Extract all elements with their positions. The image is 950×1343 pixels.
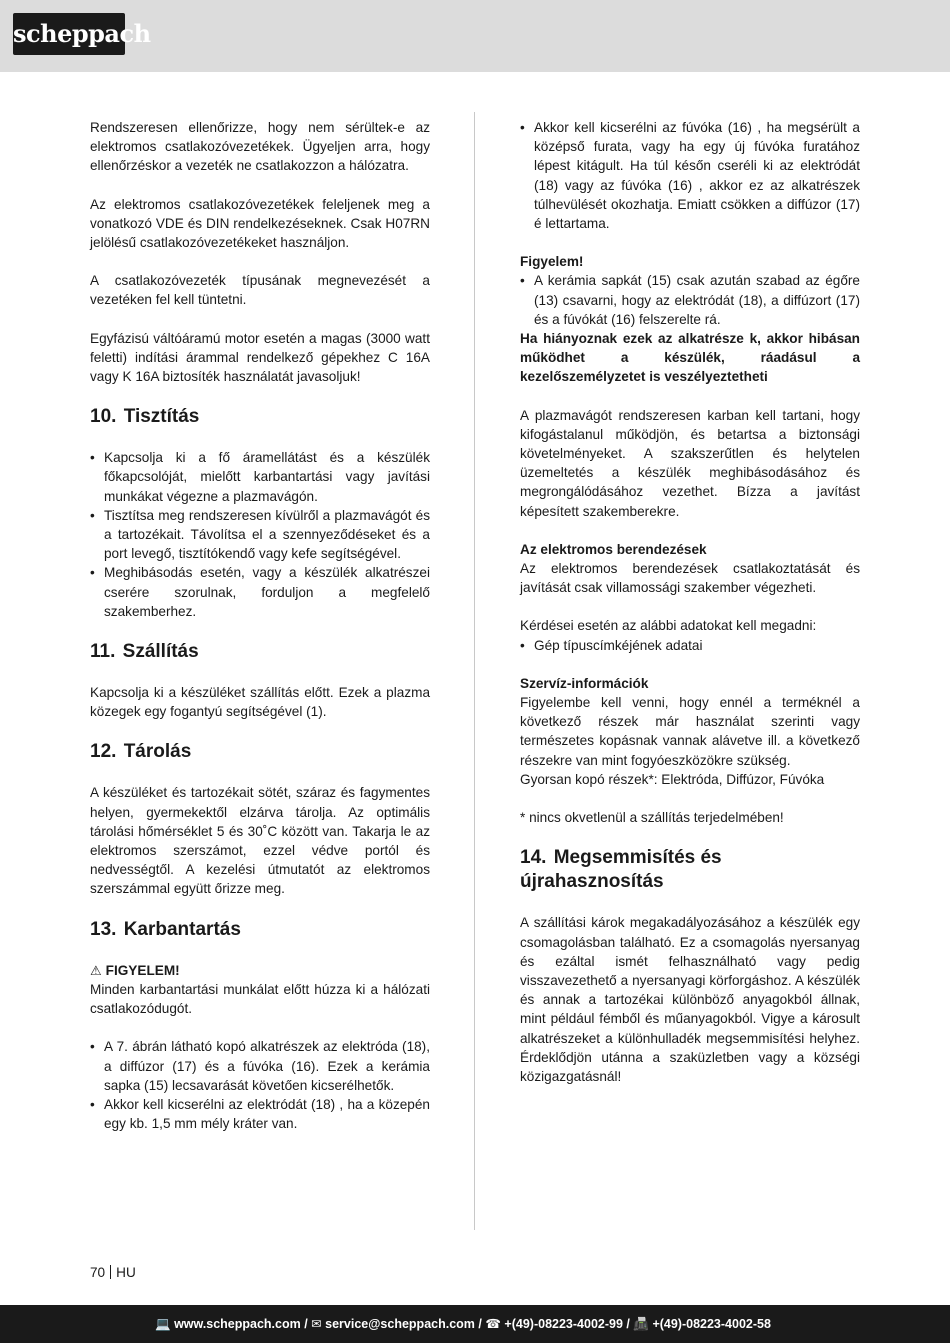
- list-item: • Kapcsolja ki a fő áramellátást és a készülék főkapcsolóját, mielőtt karbantartási vagy javítási munkákat végezne a plazmavágón.: [90, 448, 430, 506]
- heading-szallitas: 11. Szállítás: [90, 641, 199, 663]
- fax-icon: 📠: [633, 1317, 649, 1331]
- heading-tarolas: 12. Tárolás: [90, 741, 192, 763]
- list-karbantartas: [90, 1037, 430, 1133]
- paragraph-szallitas: Kapcsolja ki a készüléket szállítás előtt. Ezek a plazma közegek egy fogantyú segítségével (1).: [90, 685, 430, 720]
- mail-icon: ✉: [311, 1317, 322, 1331]
- header-bar: [0, 0, 950, 72]
- phone-number[interactable]: +(49)-08223-4002-99: [504, 1317, 623, 1331]
- list-item: • Tisztítsa meg rendszeresen kívülről a plazmavágót és a tartozékait. Távolítsa el a szennyeződéseket és a port levegő, tisztítókendő vagy kefe segítségével.: [90, 506, 430, 564]
- separator: /: [304, 1317, 308, 1331]
- figyelem-label: Figyelem!: [520, 254, 584, 270]
- list-item: • A kerámia sapkát (15) csak azután szabad az égőre (13) csavarni, hogy az elektródát (18), a diffúzort (17) és a fúvókát (16) felszerelte rá.: [520, 271, 860, 329]
- scheppach-logo: scheppach: [13, 13, 125, 55]
- list-figyelem: [520, 271, 860, 329]
- paragraph-maintenance: A plazmavágót rendszeresen karban kell tartani, hogy kifogástalanul működjön, és betartsa a biztonsági követelményeket. A szakszerűtlen és helytelen üzemeltetés a készülék meghibásodásához és megrongálódásához vezethet. Bízza a javítást képesített szakemberekre.: [520, 407, 860, 519]
- list-item: • Akkor kell kicserélni az elektródát (18) , ha a közepén egy kb. 1,5 mm mély kráter van.: [90, 1095, 430, 1133]
- list-nozzle: [520, 118, 860, 233]
- footer-bar: [0, 1305, 950, 1343]
- fax-number: +(49)-08223-4002-58: [652, 1317, 771, 1331]
- language-code: HU: [116, 1265, 136, 1280]
- paragraph-unplug-warning: Minden karbantartási munkálat előtt húzza ki a hálózati csatlakozódugót.: [90, 981, 430, 1017]
- phone-icon: ☎: [485, 1317, 501, 1331]
- left-column: [90, 118, 430, 1152]
- list-item: • A 7. ábrán látható kopó alkatrészek az elektróda (18), a diffúzor (17) és a fúvóka (16). Ezek a kerámia sapka (15) lecsavarását követően kicserélhetők.: [90, 1037, 430, 1095]
- list-query: [520, 636, 860, 655]
- paragraph-fuse: Egyfázisú váltóáramú motor esetén a magas (3000 watt feletti) indítási árammal rendelkező gépekhez C 16A vagy K 16A biztosíték használatát javasoljuk!: [90, 330, 430, 385]
- heading-megsemmisites: 14. Megsemmisítés és újrahasznosítás: [520, 847, 722, 893]
- list-tisztitas: [90, 448, 430, 621]
- page-number: 70 HU: [90, 1265, 136, 1280]
- list-item: • Akkor kell kicserélni az fúvóka (16) , ha megsérült a középső furata, vagy ha egy új fúvóka furatához lépest kitágult. Ha túl későn cseréli ki az elektródát (18) vagy az fúvóka (16) , akkor ez az alkatrészek túlhevülését okozhatja. Emiatt csökken a diffúzor (17) é lettartama.: [520, 118, 860, 233]
- computer-icon: 💻: [155, 1317, 171, 1331]
- separator: /: [478, 1317, 482, 1331]
- paragraph-footnote: * nincs okvetlenül a szállítás terjedelmében!: [520, 810, 784, 826]
- electrical-heading: Az elektromos berendezések: [520, 541, 707, 557]
- paragraph-cable-check: Rendszeresen ellenőrizze, hogy nem sérültek-e az elektromos csatlakozóvezetékek. Ügyeljen arra, hogy ellenőrzéskor a vezeték ne csatlakozzon a hálózatra.: [90, 120, 430, 174]
- list-item: • Meghibásodás esetén, vagy a készülék alkatrészei cserére szorulnak, forduljon a megfelelő szakemberhez.: [90, 563, 430, 621]
- bold-warning: Ha hiányoznak ezek az alkatrésze k, akkor hibásan működhet a készülék, ráadásul a kezelőszemélyzetet is veszélyeztetheti: [520, 331, 860, 385]
- paragraph-cable-marking: A csatlakozóvezeték típusának megnevezését a vezetéken fel kell tüntetni.: [90, 273, 430, 308]
- paragraph-cable-standards: Az elektromos csatlakozóvezetékek feleljenek meg a vonatkozó VDE és DIN rendelkezéseknek. Csak H07RN jelölésű csatlakozóvezetékeket használjon.: [90, 196, 430, 251]
- warning-label: ⚠ FIGYELEM!: [90, 962, 180, 978]
- paragraph-megsemmisites: A szállítási károk megakadályozásához a készülék egy csomagolásban található. Ez a csomagolás nyersanyag és ezáltal ismét felhasználható vagy pedig visszavezethető a nyersanyagi körforgáshoz. A készülék és annak a tartozékai különböző anyagokból állnak, mint például fémből és műanyagokból. Vigye a károsult alkatrészeket a különhulladék megsemmisítési helyhez. Érdeklődjön utánna a szaküzletben vagy a községi közigazgatásnál!: [520, 915, 860, 1084]
- service-heading: Szervíz-információk: [520, 675, 649, 691]
- heading-tisztitas: 10. Tisztítás: [90, 406, 200, 428]
- page-separator: [110, 1265, 111, 1279]
- warning-triangle-icon: ⚠: [90, 962, 102, 978]
- paragraph-query: Kérdései esetén az alábbi adatokat kell megadni:: [520, 618, 817, 634]
- paragraph-electrical: Az elektromos berendezések csatlakoztatását és javítását csak villamossági szakember végezheti.: [520, 561, 860, 596]
- paragraph-service: Figyelembe kell venni, hogy ennél a terméknél a következő részek már használat szerinti vagy természetes kopásnak vannak alávetve ill. a következő részekre van mint fogyóeszközökre szükség.: [520, 695, 860, 768]
- separator: /: [626, 1317, 630, 1331]
- right-column: [520, 118, 860, 1105]
- list-item: • Gép típuscímkéjének adatai: [520, 636, 860, 655]
- website-link[interactable]: www.scheppach.com: [174, 1317, 301, 1331]
- paragraph-wear-parts: Gyorsan kopó részek*: Elektróda, Diffúzor, Fúvóka: [520, 771, 825, 787]
- email-link[interactable]: service@scheppach.com: [325, 1317, 475, 1331]
- heading-karbantartas: 13. Karbantartás: [90, 918, 241, 940]
- paragraph-tarolas: A készüléket és tartozékait sötét, száraz és fagymentes helyen, gyermekektől elzárva tárolja. Az optimális tárolási hőmérséklet 5 és 30˚C között van. Takarja le az elektromos szerszámot, ezzel védve portól és nedvességtől. A kezelési útmutatót az elektromos szerszámmal együtt őrizze meg.: [90, 785, 430, 897]
- column-divider: [474, 112, 475, 1230]
